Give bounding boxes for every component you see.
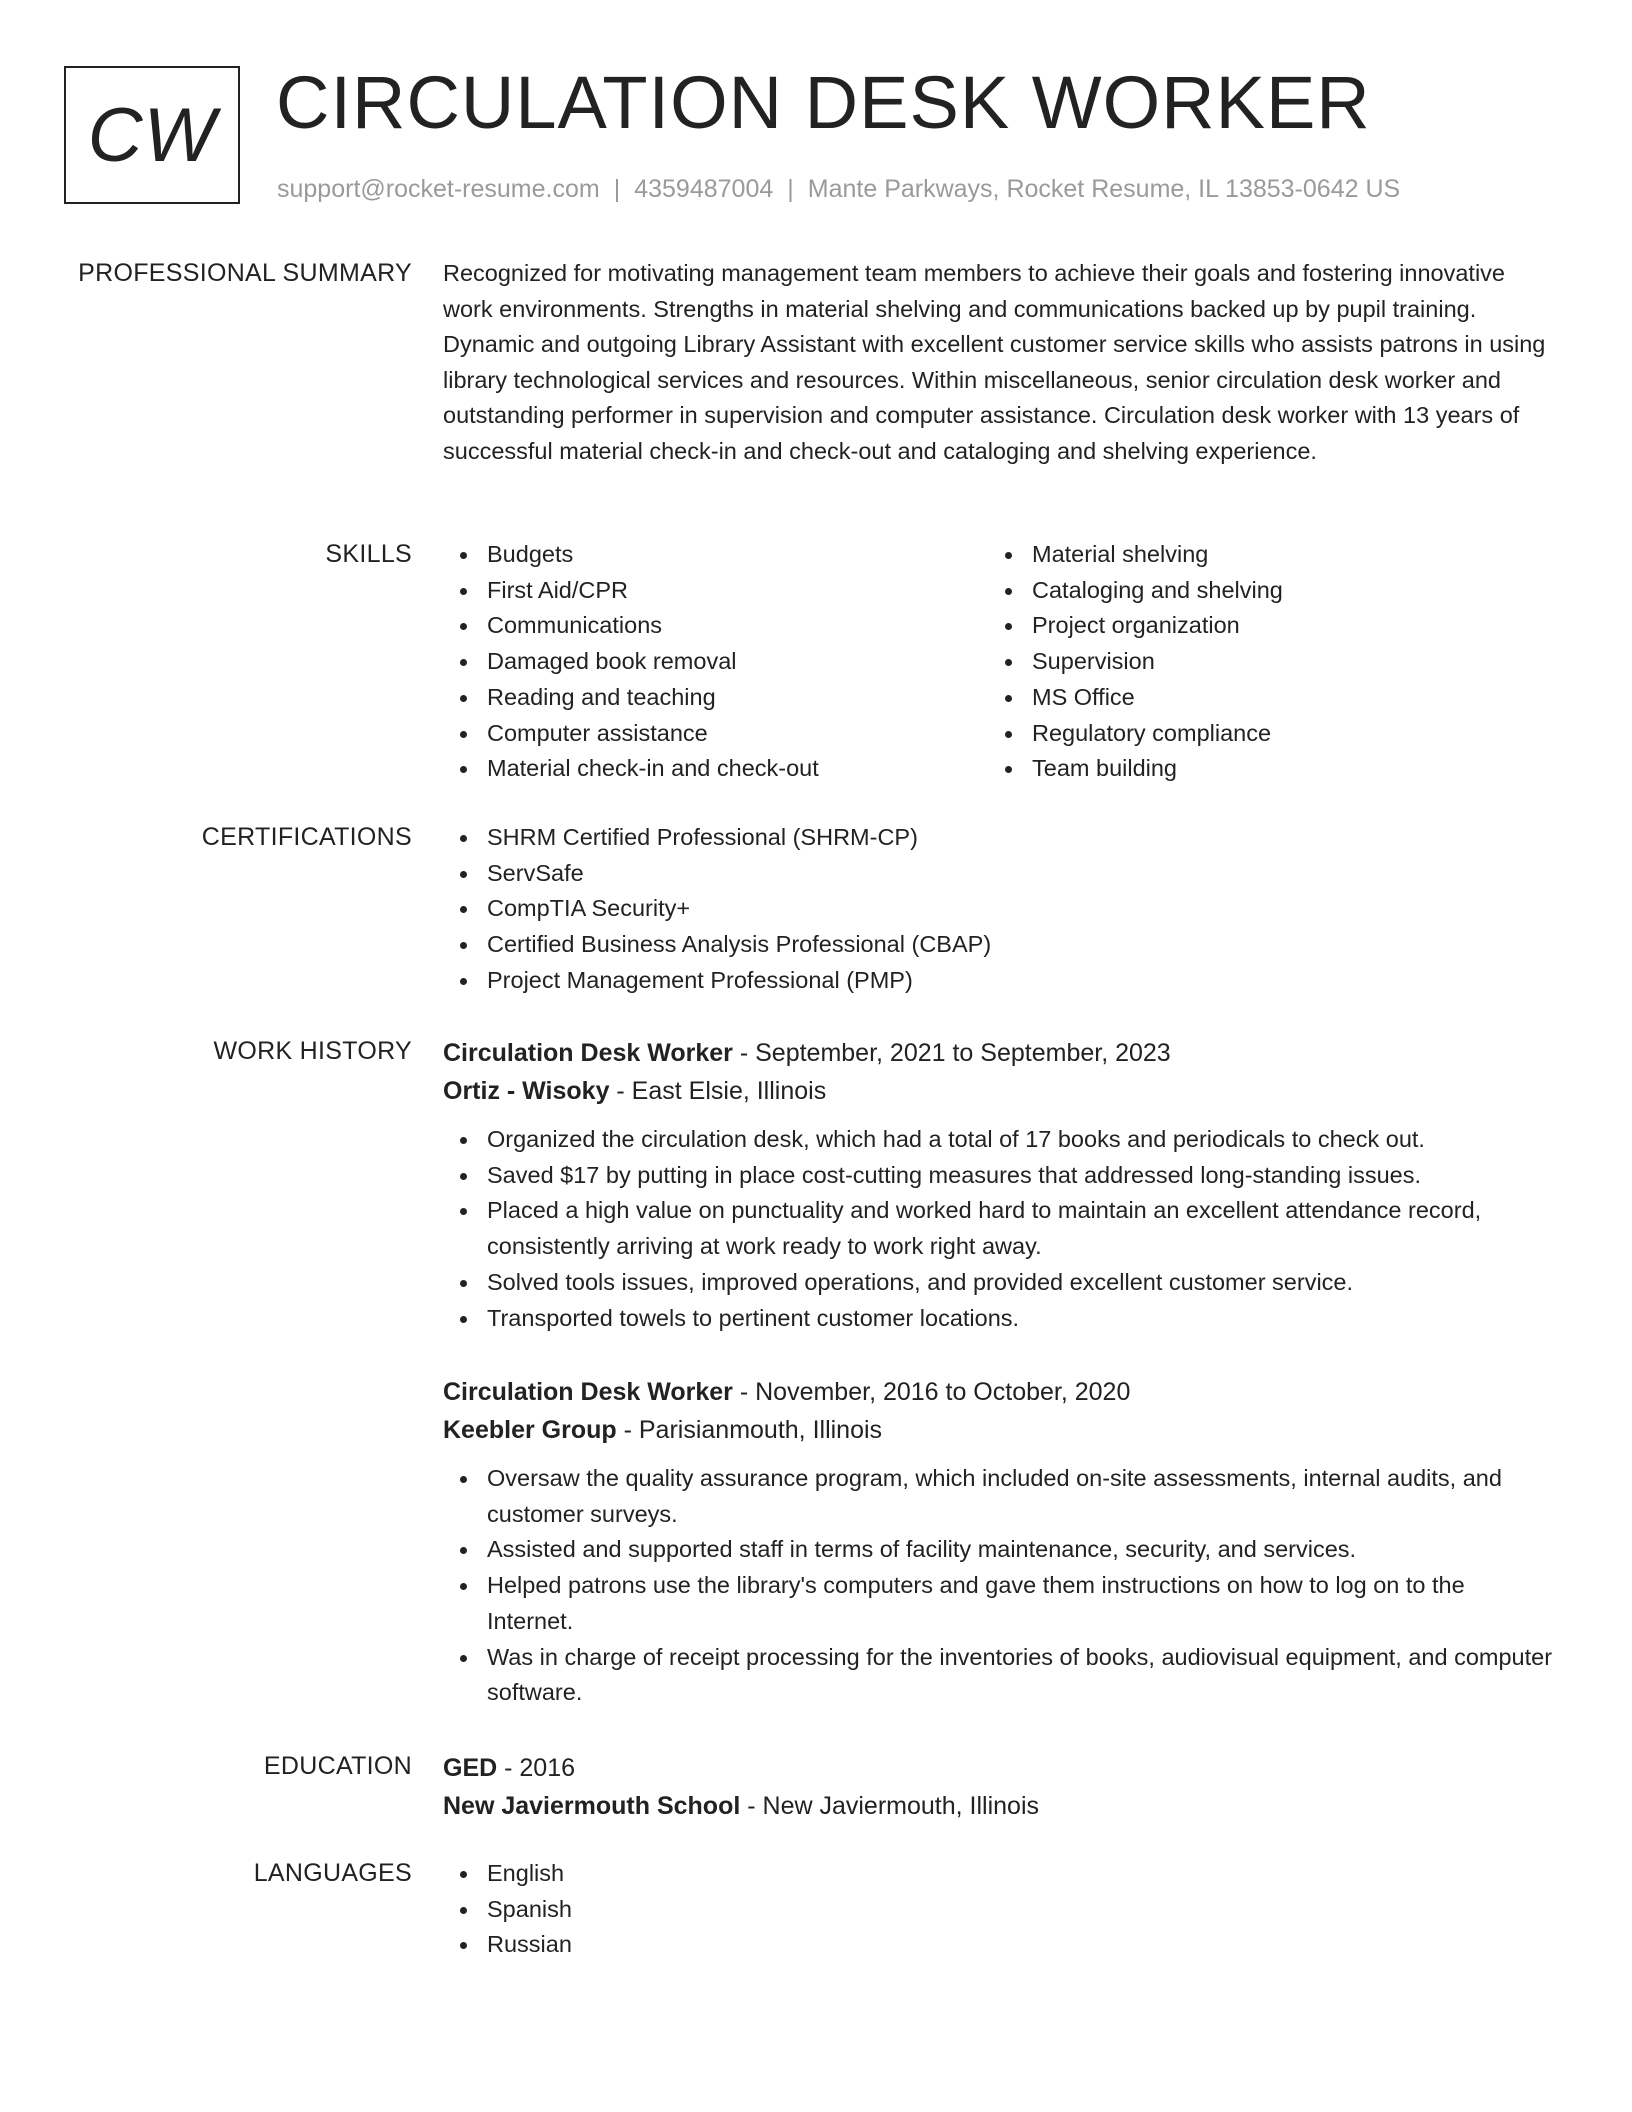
job-company-line	[443, 1411, 1553, 1449]
education-heading: EDUCATION	[263, 1752, 412, 1780]
skills-heading: SKILLS	[325, 540, 412, 568]
list-item: Spanish	[443, 1892, 1553, 1928]
list-item: Oversaw the quality assurance program, which included on-site assessments, internal audits, and customer surveys.	[443, 1461, 1553, 1532]
list-item: Transported towels to pertinent customer locations.	[443, 1301, 1553, 1337]
job-bullets	[443, 1122, 1553, 1336]
work-history-content	[443, 1373, 1553, 1711]
list-item: Damaged book removal	[443, 644, 988, 680]
languages-list	[443, 1856, 1553, 1963]
job-title: Circulation Desk Worker	[443, 1378, 733, 1406]
job-title: Circulation Desk Worker	[443, 1039, 733, 1067]
list-item: Reading and teaching	[443, 680, 988, 716]
list-item: First Aid/CPR	[443, 573, 988, 609]
list-item: Regulatory compliance	[988, 716, 1533, 752]
work-history-heading: WORK HISTORY	[213, 1037, 412, 1065]
list-item: CompTIA Security+	[443, 891, 1553, 927]
job-dates: - November, 2016 to October, 2020	[732, 1378, 1131, 1406]
job-entry	[443, 1034, 1553, 1336]
list-item: Computer assistance	[443, 716, 988, 752]
list-item: Certified Business Analysis Professional (CBAP)	[443, 927, 1553, 963]
list-item: Helped patrons use the library's computers and gave them instructions on how to log on to the Internet.	[443, 1568, 1553, 1639]
job-company: Keebler Group	[443, 1416, 617, 1444]
job-location: - East Elsie, Illinois	[609, 1077, 827, 1105]
list-item: Solved tools issues, improved operations, and provided excellent customer service.	[443, 1265, 1553, 1301]
education-degree: GED	[443, 1754, 498, 1782]
list-item: Budgets	[443, 537, 988, 573]
page-title: CIRCULATION DESK WORKER	[276, 61, 1371, 144]
education-school-line	[443, 1787, 1553, 1825]
education-year: - 2016	[497, 1754, 576, 1782]
list-item: MS Office	[988, 680, 1533, 716]
summary-heading: PROFESSIONAL SUMMARY	[78, 259, 412, 287]
list-item: Cataloging and shelving	[988, 573, 1533, 609]
list-item: Assisted and supported staff in terms of facility maintenance, security, and services.	[443, 1532, 1553, 1568]
list-item: English	[443, 1856, 1553, 1892]
certifications-content	[443, 820, 1553, 999]
list-item: Project Management Professional (PMP)	[443, 963, 1553, 999]
job-entry	[443, 1373, 1553, 1711]
list-item: Placed a high value on punctuality and worked hard to maintain an excellent attendance record, consistently arriving at work ready to work right away.	[443, 1193, 1553, 1264]
monogram-logo: CW	[64, 66, 240, 204]
contact-email: support@rocket-resume.com	[277, 175, 600, 203]
list-item: Organized the circulation desk, which had a total of 17 books and periodicals to check out.	[443, 1122, 1553, 1158]
contact-address: Mante Parkways, Rocket Resume, IL 13853-0642 US	[807, 175, 1401, 203]
summary-text: Recognized for motivating management team members to achieve their goals and fostering innovative work environments. Strengths in material shelving and communications backed up by pupil training. Dynamic and outgoing Library Assistant with excellent customer service skills who assists patrons in using library technological services and resources. Within miscellaneous, senior circulation desk worker and outstanding performer in supervision and computer assistance. Circulation desk worker with 13 years of successful material check-in and check-out and cataloging and shelving experience.	[443, 260, 1546, 464]
list-item: Supervision	[988, 644, 1533, 680]
list-item: SHRM Certified Professional (SHRM-CP)	[443, 820, 1553, 856]
job-company: Ortiz - Wisoky	[443, 1077, 610, 1105]
education-degree-line	[443, 1749, 1553, 1787]
skills-content	[443, 537, 1553, 787]
skills-list-right	[988, 537, 1533, 787]
job-title-line	[443, 1373, 1553, 1411]
list-item: Communications	[443, 608, 988, 644]
job-bullets	[443, 1461, 1553, 1711]
contact-line	[277, 172, 1400, 206]
list-item: Material check-in and check-out	[443, 751, 988, 787]
list-item: Was in charge of receipt processing for the inventories of books, audiovisual equipment, and computer software.	[443, 1640, 1553, 1711]
job-dates: - September, 2021 to September, 2023	[732, 1039, 1171, 1067]
list-item: Saved $17 by putting in place cost-cutting measures that addressed long-standing issues.	[443, 1158, 1553, 1194]
job-company-line	[443, 1072, 1553, 1110]
list-item: Team building	[988, 751, 1533, 787]
education-location: - New Javiermouth, Illinois	[740, 1792, 1040, 1820]
job-location: - Parisianmouth, Illinois	[616, 1416, 883, 1444]
contact-phone: 4359487004	[634, 175, 774, 203]
list-item: Russian	[443, 1927, 1553, 1963]
skills-list-left	[443, 537, 988, 787]
list-item: Project organization	[988, 608, 1533, 644]
list-item: Material shelving	[988, 537, 1533, 573]
list-item: ServSafe	[443, 856, 1553, 892]
languages-content	[443, 1856, 1553, 1963]
work-history-content	[443, 1034, 1553, 1336]
certifications-list	[443, 820, 1553, 999]
contact-separator: |	[613, 175, 621, 203]
languages-heading: LANGUAGES	[253, 1859, 412, 1887]
education-content	[443, 1749, 1553, 1825]
education-school: New Javiermouth School	[443, 1792, 741, 1820]
certifications-heading: CERTIFICATIONS	[201, 823, 412, 851]
contact-separator: |	[787, 175, 794, 203]
job-title-line	[443, 1034, 1553, 1072]
